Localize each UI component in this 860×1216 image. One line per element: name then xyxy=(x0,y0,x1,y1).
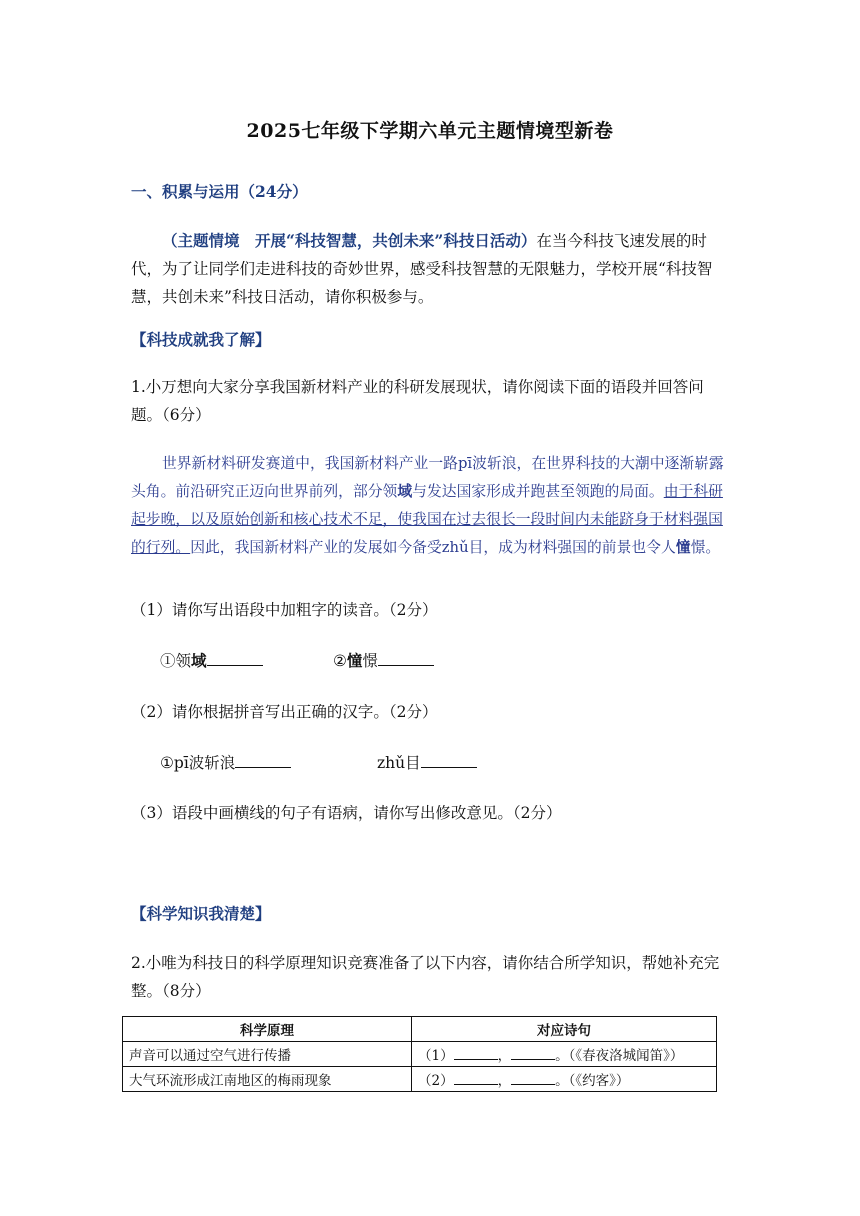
answer-blank[interactable] xyxy=(378,651,434,666)
principle-cell: 大气环流形成江南地区的梅雨现象 xyxy=(123,1067,412,1092)
answer-blank[interactable] xyxy=(421,753,477,768)
table-header: 对应诗句 xyxy=(412,1017,717,1042)
answer-blank[interactable] xyxy=(454,1048,498,1060)
sub-question-3: （3）语段中画横线的句子有语病，请你写出修改意见。（2分） xyxy=(131,804,562,822)
underlined-sentence: 由于科研起步晚，以及原始创新和核心技术不足，使我国在过去很长一段时间内未能跻身于材料强国的行列。 xyxy=(131,483,723,556)
section-heading: 一、积累与运用（24分） xyxy=(131,182,308,201)
answer-blank[interactable] xyxy=(511,1048,555,1060)
sub-question-1: （1）请你写出语段中加粗字的读音。（2分） xyxy=(131,601,438,619)
sub-question-2-answer-a: ①pī波斩浪 xyxy=(160,751,291,773)
block-heading-achievements: 【科技成就我了解】 xyxy=(131,330,271,349)
bold-char-yu: 域 xyxy=(397,483,413,500)
bold-char-chong: 憧 xyxy=(675,539,691,556)
document-title: 2025七年级下学期六单元主题情境型新卷 xyxy=(246,120,614,142)
block-heading-knowledge: 【科学知识我清楚】 xyxy=(131,904,271,923)
table-header-row xyxy=(123,1017,717,1042)
table-header: 科学原理 xyxy=(123,1017,412,1042)
sub-question-2: （2）请你根据拼音写出正确的汉字。（2分） xyxy=(131,703,438,721)
principle-cell: 声音可以通过空气进行传播 xyxy=(123,1042,412,1067)
table-row xyxy=(123,1067,717,1092)
question-1-stem: 1.小万想向大家分享我国新材料产业的科研发展现状，请你阅读下面的语段并回答问题。（6分） xyxy=(131,378,704,424)
intro-text: 在当今科技飞速发展的时代，为了让同学们走进科技的奇妙世界，感受科技智慧的无限魅力，学校开展“科技智慧，共创未来”科技日活动，请你积极参与。 xyxy=(131,232,713,306)
sub-question-2-answer-b: zhǔ目 xyxy=(377,751,477,773)
sub-question-1-answer-b: ②憧憬 xyxy=(333,649,434,671)
table-row xyxy=(123,1042,717,1067)
answer-blank[interactable] xyxy=(207,651,263,666)
science-table xyxy=(122,1016,717,1092)
answer-blank[interactable] xyxy=(511,1073,555,1085)
intro-paragraph xyxy=(131,227,731,311)
reading-passage: 世界新材料研发赛道中，我国新材料产业一路pī波斩浪，在世界科技的大潮中逐渐崭露头角。前沿研究正迈向世界前列，部分领域与发达国家形成并跑甚至领跑的局面。由于科研起步晚，以及原始创新和核心技术不足，使我国在过去很长一段时间内未能跻身于材料强国的行列。因此，我国新材料产业的发展如今备受zhǔ目，成为材料强国的前景也令人憧憬。 xyxy=(131,455,724,556)
poem-cell: （2） ， 。（《约客》） xyxy=(412,1067,717,1092)
answer-blank[interactable] xyxy=(235,753,291,768)
sub-question-1-answer-a: ①领域 xyxy=(160,649,263,671)
question-2-stem: 2.小唯为科技日的科学原理知识竞赛准备了以下内容，请你结合所学知识，帮她补充完整。（8分） xyxy=(131,954,720,1000)
poem-cell: （1） ， 。（《春夜洛城闻笛》） xyxy=(412,1042,717,1067)
intro-theme: （主题情境 开展“科技智慧，共创未来”科技日活动） xyxy=(162,231,537,250)
answer-blank[interactable] xyxy=(454,1073,498,1085)
